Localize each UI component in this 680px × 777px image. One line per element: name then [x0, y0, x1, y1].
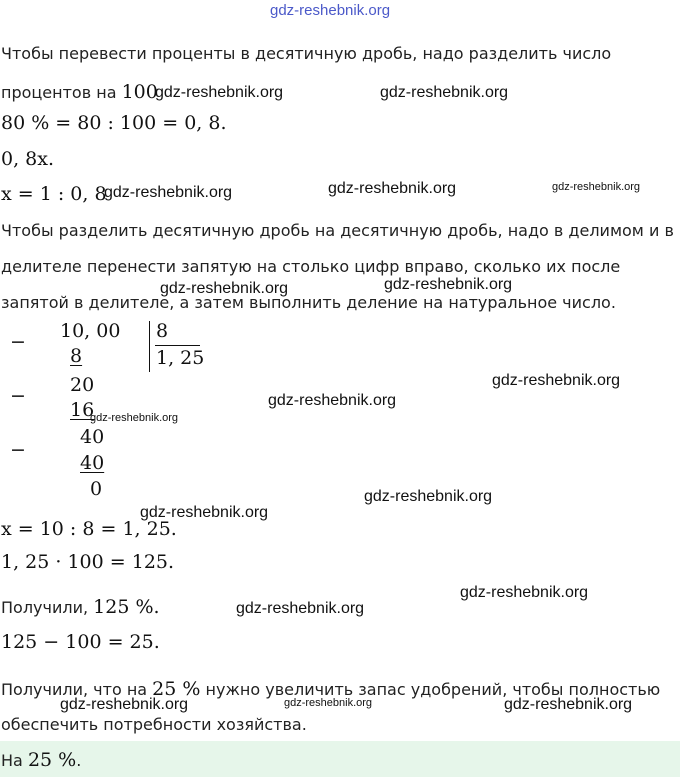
- watermark: gdz-reshebnik.org: [268, 392, 397, 409]
- equation-x-division: x = 1 : 0, 8: [1, 183, 107, 205]
- watermark: gdz-reshebnik.org: [236, 600, 365, 617]
- rule-line-4: делителе перенести запятую на столько цифр вправо, сколько их после: [1, 257, 621, 276]
- watermark: gdz-reshebnik.org: [160, 280, 289, 297]
- answer-box: [0, 741, 680, 777]
- result-line-3: обеспечить потребности хозяйства.: [1, 715, 307, 734]
- division-vertical-bar: [149, 321, 150, 372]
- division-divisor: 8: [156, 320, 169, 342]
- division-remainder-2: 40: [80, 426, 105, 448]
- equation-multiply: 1, 25 · 100 = 125.: [1, 551, 175, 573]
- watermark: gdz-reshebnik.org: [328, 180, 457, 197]
- rule-line-1: Чтобы перевести проценты в десятичную дробь, надо разделить число: [1, 44, 612, 63]
- watermark: gdz-reshebnik.org: [504, 696, 633, 713]
- rule-line-3: Чтобы разделить десятичную дробь на десятичную дробь, надо в делимом и в: [1, 221, 674, 240]
- rule-line-2-text: процентов на: [1, 83, 117, 102]
- division-subtract-3: 40: [80, 452, 105, 474]
- result-line-1-number: 125 %.: [93, 596, 160, 618]
- division-minus-1: −: [10, 331, 26, 353]
- division-subtract-2: 16: [70, 399, 95, 421]
- division-remainder-3: 0: [90, 478, 103, 500]
- watermark: gdz-reshebnik.org: [380, 84, 509, 101]
- answer-dot: .: [76, 751, 82, 770]
- watermark: gdz-reshebnik.org: [155, 84, 284, 101]
- watermark-top: gdz-reshebnik.org: [270, 2, 391, 19]
- watermark: gdz-reshebnik.org: [492, 372, 621, 389]
- result-line-1: [1, 596, 160, 618]
- answer-text: [1, 749, 81, 771]
- result-line-2-text-b: нужно увеличить запас удобрений, чтобы полностью: [205, 680, 661, 699]
- result-line-1-text: Получили,: [1, 598, 89, 617]
- division-quotient: 1, 25: [156, 347, 205, 369]
- watermark: gdz-reshebnik.org: [384, 276, 513, 293]
- rule-line-2: [1, 81, 158, 103]
- division-minus-2: −: [10, 385, 26, 407]
- watermark: gdz-reshebnik.org: [140, 504, 269, 521]
- equation-percent: 80 % = 80 : 100 = 0, 8.: [1, 112, 227, 134]
- division-minus-3: −: [10, 439, 26, 461]
- equation-difference: 125 − 100 = 25.: [1, 631, 160, 653]
- answer-number: 25 %: [27, 749, 77, 771]
- division-horizontal-bar: [155, 345, 200, 346]
- result-line-2-text-a: Получили, что на: [1, 680, 148, 699]
- watermark: gdz-reshebnik.org: [364, 488, 493, 505]
- equation-x-result: x = 10 : 8 = 1, 25.: [1, 518, 177, 540]
- division-dividend: 10, 00: [60, 320, 121, 342]
- result-line-2-number: 25 %: [152, 678, 201, 700]
- division-subtract-1: 8: [70, 345, 83, 367]
- watermark: gdz-reshebnik.org: [60, 696, 189, 713]
- watermark: gdz-reshebnik.org: [284, 697, 373, 709]
- rule-line-5: запятой в делителе, а затем выполнить деление на натуральное число.: [1, 293, 616, 312]
- rule-line-2-number: 100: [121, 81, 158, 103]
- watermark: gdz-reshebnik.org: [460, 584, 589, 601]
- answer-prefix: На: [1, 751, 23, 770]
- watermark: gdz-reshebnik.org: [90, 412, 179, 424]
- watermark: gdz-reshebnik.org: [104, 184, 233, 201]
- equation-x-value: 0, 8x.: [1, 148, 55, 170]
- division-remainder-1: 20: [70, 374, 95, 396]
- watermark: gdz-reshebnik.org: [552, 181, 641, 193]
